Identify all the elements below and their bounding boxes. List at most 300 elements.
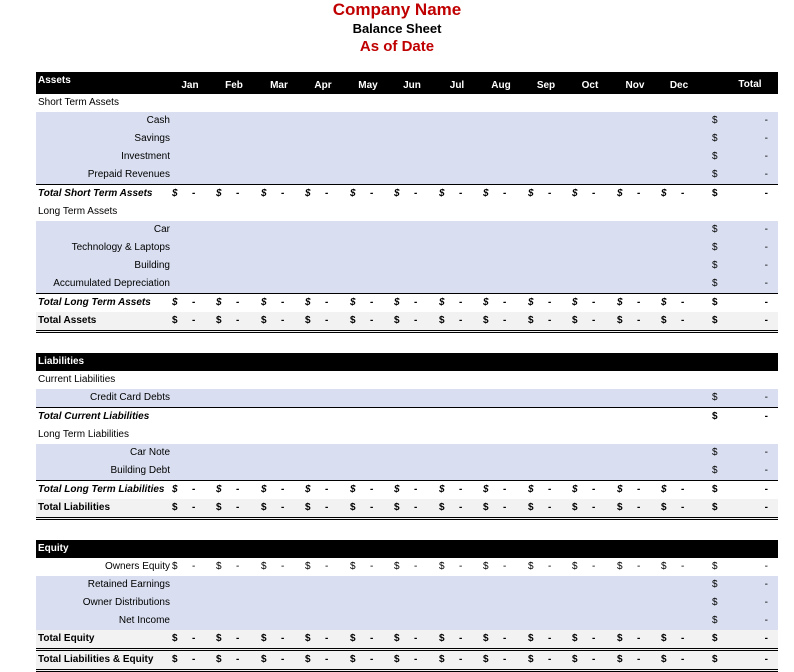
liability-row[interactable] — [36, 389, 778, 407]
long-term-liabilities-label — [36, 426, 778, 444]
month-header-feb: Feb — [225, 80, 243, 91]
cell-value: - — [681, 484, 685, 495]
currency-symbol: $ — [305, 561, 311, 572]
currency-symbol: $ — [617, 502, 623, 513]
currency-symbol: $ — [617, 297, 623, 308]
currency-symbol: $ — [216, 297, 222, 308]
asset-row[interactable] — [36, 239, 778, 257]
currency-symbol: $ — [261, 502, 267, 513]
currency-symbol: $ — [394, 633, 400, 644]
cell-value: - — [325, 484, 329, 495]
total-label: Total Long Term Liabilities — [38, 484, 165, 495]
currency-symbol: $ — [350, 484, 356, 495]
currency-symbol: $ — [483, 297, 489, 308]
currency-symbol: $ — [617, 188, 623, 199]
currency-symbol: $ — [712, 224, 718, 235]
currency-symbol: $ — [483, 502, 489, 513]
currency-symbol: $ — [712, 615, 718, 626]
cell-value: - — [459, 654, 463, 665]
asset-row[interactable] — [36, 130, 778, 148]
currency-symbol: $ — [261, 633, 267, 644]
currency-symbol: $ — [528, 297, 534, 308]
balance-sheet-table — [36, 72, 778, 672]
currency-symbol: $ — [712, 188, 718, 199]
cell-value: - — [192, 654, 196, 665]
currency-symbol: $ — [394, 188, 400, 199]
line-item-label: Car Note — [129, 447, 170, 458]
currency-symbol: $ — [172, 654, 178, 665]
currency-symbol: $ — [528, 502, 534, 513]
cell-value: - — [503, 633, 507, 644]
equity-row[interactable] — [36, 576, 778, 594]
currency-symbol: $ — [439, 484, 445, 495]
line-item-label: Technology & Laptops — [71, 242, 170, 253]
cell-value: - — [637, 315, 641, 326]
currency-symbol: $ — [439, 561, 445, 572]
cell-value: - — [764, 411, 768, 422]
cell-value: - — [548, 561, 552, 572]
currency-symbol: $ — [528, 654, 534, 665]
cell-value: - — [192, 188, 196, 199]
cell-value: - — [370, 561, 374, 572]
cell-value: - — [503, 502, 507, 513]
section-title: Liabilities — [38, 356, 85, 367]
currency-symbol: $ — [712, 151, 718, 162]
cell-value: - — [764, 133, 768, 144]
month-header-may: May — [358, 80, 378, 91]
total-label: Total Equity — [38, 633, 95, 644]
total-short-term-assets-row — [36, 184, 778, 203]
currency-symbol: $ — [261, 561, 267, 572]
currency-symbol: $ — [172, 297, 178, 308]
cell-value: - — [414, 502, 418, 513]
line-item-label: Cash — [146, 115, 170, 126]
currency-symbol: $ — [528, 315, 534, 326]
currency-symbol: $ — [572, 654, 578, 665]
cell-value: - — [236, 561, 240, 572]
cell-value: - — [192, 484, 196, 495]
currency-symbol: $ — [528, 484, 534, 495]
currency-symbol: $ — [617, 654, 623, 665]
cell-value: - — [459, 297, 463, 308]
cell-value: - — [764, 315, 768, 326]
currency-symbol: $ — [661, 315, 667, 326]
currency-symbol: $ — [261, 188, 267, 199]
cell-value: - — [548, 502, 552, 513]
cell-value: - — [414, 633, 418, 644]
currency-symbol: $ — [439, 188, 445, 199]
cell-value: - — [370, 654, 374, 665]
cell-value: - — [764, 561, 768, 572]
currency-symbol: $ — [483, 561, 489, 572]
cell-value: - — [192, 561, 196, 572]
company-name: Company Name — [332, 0, 462, 19]
cell-value: - — [592, 654, 596, 665]
cell-value: - — [414, 188, 418, 199]
currency-symbol: $ — [712, 579, 718, 590]
total-current-liabilities-row — [36, 407, 778, 426]
currency-symbol: $ — [439, 502, 445, 513]
total-assets-row — [36, 312, 778, 333]
long-term-assets-label — [36, 203, 778, 221]
equity-row[interactable] — [36, 594, 778, 612]
currency-symbol: $ — [439, 633, 445, 644]
cell-value: - — [764, 151, 768, 162]
asset-row[interactable] — [36, 148, 778, 166]
equity-row[interactable] — [36, 612, 778, 630]
currency-symbol: $ — [305, 654, 311, 665]
currency-symbol: $ — [712, 447, 718, 458]
cell-value: - — [414, 297, 418, 308]
cell-value: - — [681, 297, 685, 308]
cell-value: - — [637, 188, 641, 199]
line-item-label: Retained Earnings — [87, 579, 170, 590]
cell-value: - — [370, 633, 374, 644]
asset-row[interactable] — [36, 112, 778, 130]
currency-symbol: $ — [528, 561, 534, 572]
cell-value: - — [236, 484, 240, 495]
cell-value: - — [192, 297, 196, 308]
currency-symbol: $ — [216, 654, 222, 665]
cell-value: - — [592, 315, 596, 326]
cell-value: - — [592, 297, 596, 308]
month-header-oct: Oct — [581, 80, 599, 91]
cell-value: - — [548, 654, 552, 665]
currency-symbol: $ — [216, 315, 222, 326]
cell-value: - — [503, 315, 507, 326]
currency-symbol: $ — [712, 465, 718, 476]
currency-symbol: $ — [172, 561, 178, 572]
line-item-label: Car — [153, 224, 170, 235]
cell-value: - — [681, 654, 685, 665]
month-header-nov: Nov — [625, 80, 645, 91]
liability-row[interactable] — [36, 444, 778, 462]
cell-value: - — [503, 484, 507, 495]
currency-symbol: $ — [572, 297, 578, 308]
cell-value: - — [681, 188, 685, 199]
cell-value: - — [370, 502, 374, 513]
currency-symbol: $ — [216, 188, 222, 199]
currency-symbol: $ — [305, 297, 311, 308]
subsection-label: Short Term Assets — [38, 97, 119, 108]
cell-value: - — [459, 633, 463, 644]
currency-symbol: $ — [617, 633, 623, 644]
cell-value: - — [764, 188, 768, 199]
currency-symbol: $ — [712, 484, 718, 495]
cell-value: - — [281, 297, 285, 308]
line-item-label: Owner Distributions — [82, 597, 170, 608]
cell-value: - — [681, 315, 685, 326]
currency-symbol: $ — [261, 654, 267, 665]
cell-value: - — [414, 315, 418, 326]
currency-symbol: $ — [712, 315, 718, 326]
cell-value: - — [764, 633, 768, 644]
cell-value: - — [281, 484, 285, 495]
total-liabilities-row — [36, 499, 778, 520]
currency-symbol: $ — [350, 561, 356, 572]
cell-value: - — [325, 502, 329, 513]
asset-row[interactable] — [36, 257, 778, 275]
line-item-label: Building — [134, 260, 170, 271]
cell-value: - — [637, 654, 641, 665]
currency-symbol: $ — [305, 315, 311, 326]
total-label: Total Liabilities — [38, 502, 111, 513]
currency-symbol: $ — [712, 502, 718, 513]
cell-value: - — [548, 188, 552, 199]
line-item-label: Accumulated Depreciation — [53, 278, 170, 289]
asset-row[interactable] — [36, 275, 778, 293]
cell-value: - — [548, 315, 552, 326]
cell-value: - — [192, 315, 196, 326]
currency-symbol: $ — [572, 561, 578, 572]
currency-symbol: $ — [305, 633, 311, 644]
cell-value: - — [414, 654, 418, 665]
currency-symbol: $ — [712, 133, 718, 144]
currency-symbol: $ — [350, 502, 356, 513]
cell-value: - — [637, 561, 641, 572]
currency-symbol: $ — [661, 502, 667, 513]
cell-value: - — [592, 188, 596, 199]
line-item-label: Investment — [121, 151, 170, 162]
section-title: Assets — [38, 75, 71, 86]
cell-value: - — [681, 502, 685, 513]
cell-value: - — [281, 654, 285, 665]
cell-value: - — [236, 315, 240, 326]
section-title: Equity — [38, 543, 69, 554]
sheet-title: Balance Sheet — [352, 21, 442, 36]
currency-symbol: $ — [712, 633, 718, 644]
cell-value: - — [414, 484, 418, 495]
cell-value: - — [592, 633, 596, 644]
currency-symbol: $ — [528, 633, 534, 644]
cell-value: - — [281, 561, 285, 572]
currency-symbol: $ — [712, 411, 718, 422]
month-header-aug: Aug — [491, 80, 511, 91]
cell-value: - — [503, 654, 507, 665]
currency-symbol: $ — [483, 315, 489, 326]
currency-symbol: $ — [394, 315, 400, 326]
month-header-apr: Apr — [314, 80, 332, 91]
currency-symbol: $ — [661, 484, 667, 495]
currency-symbol: $ — [350, 188, 356, 199]
asset-row[interactable] — [36, 166, 778, 184]
short-term-assets-label — [36, 94, 778, 112]
cell-value: - — [637, 484, 641, 495]
assets-header — [36, 72, 778, 94]
cell-value: - — [503, 188, 507, 199]
cell-value: - — [764, 392, 768, 403]
currency-symbol: $ — [712, 297, 718, 308]
cell-value: - — [325, 315, 329, 326]
currency-symbol: $ — [394, 502, 400, 513]
line-item-label: Building Debt — [110, 465, 170, 476]
currency-symbol: $ — [172, 315, 178, 326]
currency-symbol: $ — [712, 561, 718, 572]
liabilities-header — [36, 353, 778, 371]
cell-value: - — [236, 188, 240, 199]
currency-symbol: $ — [661, 188, 667, 199]
currency-symbol: $ — [617, 561, 623, 572]
cell-value: - — [503, 561, 507, 572]
cell-value: - — [764, 465, 768, 476]
cell-value: - — [281, 633, 285, 644]
cell-value: - — [281, 315, 285, 326]
equity-header — [36, 540, 778, 558]
cell-value: - — [592, 561, 596, 572]
total-liabilities-equity-row — [36, 651, 778, 672]
cell-value: - — [764, 597, 768, 608]
total-equity-row — [36, 630, 778, 651]
cell-value: - — [325, 297, 329, 308]
cell-value: - — [764, 484, 768, 495]
cell-value: - — [764, 115, 768, 126]
currency-symbol: $ — [216, 633, 222, 644]
currency-symbol: $ — [712, 242, 718, 253]
line-item-label: Savings — [134, 133, 170, 144]
currency-symbol: $ — [661, 561, 667, 572]
subsection-label: Current Liabilities — [38, 374, 116, 385]
currency-symbol: $ — [216, 502, 222, 513]
cell-value: - — [414, 561, 418, 572]
cell-value: - — [764, 447, 768, 458]
cell-value: - — [764, 615, 768, 626]
cell-value: - — [459, 188, 463, 199]
line-item-label: Owners Equity — [104, 561, 170, 572]
cell-value: - — [281, 188, 285, 199]
cell-value: - — [325, 654, 329, 665]
total-label: Total Short Term Assets — [38, 188, 153, 199]
currency-symbol: $ — [661, 633, 667, 644]
currency-symbol: $ — [712, 654, 718, 665]
currency-symbol: $ — [572, 633, 578, 644]
cell-value: - — [764, 654, 768, 665]
currency-symbol: $ — [305, 502, 311, 513]
currency-symbol: $ — [528, 188, 534, 199]
total-label: Total Long Term Assets — [38, 297, 151, 308]
cell-value: - — [459, 315, 463, 326]
cell-value: - — [370, 484, 374, 495]
cell-value: - — [548, 633, 552, 644]
currency-symbol: $ — [483, 188, 489, 199]
cell-value: - — [325, 561, 329, 572]
currency-symbol: $ — [261, 484, 267, 495]
cell-value: - — [370, 315, 374, 326]
total-label: Total Assets — [38, 315, 97, 326]
currency-symbol: $ — [305, 484, 311, 495]
total-long-term-liabilities-row — [36, 480, 778, 499]
cell-value: - — [236, 633, 240, 644]
currency-symbol: $ — [172, 484, 178, 495]
cell-value: - — [192, 502, 196, 513]
currency-symbol: $ — [350, 633, 356, 644]
line-item-label: Net Income — [118, 615, 170, 626]
cell-value: - — [281, 502, 285, 513]
total-label: Total Current Liabilities — [38, 411, 150, 422]
cell-value: - — [681, 561, 685, 572]
cell-value: - — [637, 297, 641, 308]
cell-value: - — [236, 502, 240, 513]
month-header-jan: Jan — [181, 80, 199, 91]
currency-symbol: $ — [439, 297, 445, 308]
currency-symbol: $ — [394, 654, 400, 665]
month-header-jun: Jun — [403, 80, 421, 91]
cell-value: - — [370, 297, 374, 308]
cell-value: - — [192, 633, 196, 644]
line-item-label: Credit Card Debts — [89, 392, 170, 403]
cell-value: - — [548, 484, 552, 495]
currency-symbol: $ — [617, 315, 623, 326]
cell-value: - — [325, 188, 329, 199]
currency-symbol: $ — [350, 654, 356, 665]
line-item-label: Prepaid Revenues — [87, 169, 170, 180]
cell-value: - — [764, 297, 768, 308]
currency-symbol: $ — [661, 297, 667, 308]
equity-row[interactable] — [36, 558, 778, 576]
cell-value: - — [637, 502, 641, 513]
currency-symbol: $ — [394, 561, 400, 572]
cell-value: - — [459, 502, 463, 513]
currency-symbol: $ — [483, 654, 489, 665]
month-header-sep: Sep — [536, 80, 556, 91]
cell-value: - — [503, 297, 507, 308]
currency-symbol: $ — [394, 297, 400, 308]
month-header-mar: Mar — [270, 80, 288, 91]
month-header-jul: Jul — [449, 80, 465, 91]
cell-value: - — [764, 278, 768, 289]
liability-row[interactable] — [36, 462, 778, 480]
cell-value: - — [325, 633, 329, 644]
cell-value: - — [637, 633, 641, 644]
currency-symbol: $ — [712, 278, 718, 289]
currency-symbol: $ — [261, 315, 267, 326]
cell-value: - — [548, 297, 552, 308]
currency-symbol: $ — [712, 597, 718, 608]
currency-symbol: $ — [172, 502, 178, 513]
cell-value: - — [592, 484, 596, 495]
currency-symbol: $ — [712, 260, 718, 271]
currency-symbol: $ — [216, 561, 222, 572]
cell-value: - — [459, 484, 463, 495]
subsection-label: Long Term Liabilities — [38, 429, 129, 440]
currency-symbol: $ — [483, 633, 489, 644]
cell-value: - — [764, 260, 768, 271]
currency-symbol: $ — [712, 392, 718, 403]
cell-value: - — [764, 224, 768, 235]
cell-value: - — [236, 654, 240, 665]
subsection-label: Long Term Assets — [38, 206, 118, 217]
current-liabilities-label — [36, 371, 778, 389]
currency-symbol: $ — [661, 654, 667, 665]
cell-value: - — [459, 561, 463, 572]
currency-symbol: $ — [350, 297, 356, 308]
cell-value: - — [764, 242, 768, 253]
currency-symbol: $ — [172, 188, 178, 199]
month-header-dec: Dec — [669, 80, 689, 91]
currency-symbol: $ — [572, 315, 578, 326]
cell-value: - — [681, 633, 685, 644]
currency-symbol: $ — [712, 169, 718, 180]
currency-symbol: $ — [394, 484, 400, 495]
asset-row[interactable] — [36, 221, 778, 239]
currency-symbol: $ — [617, 484, 623, 495]
cell-value: - — [236, 297, 240, 308]
currency-symbol: $ — [483, 484, 489, 495]
currency-symbol: $ — [439, 315, 445, 326]
as-of-date: As of Date — [359, 38, 435, 55]
cell-value: - — [764, 169, 768, 180]
currency-symbol: $ — [305, 188, 311, 199]
cell-value: - — [764, 579, 768, 590]
